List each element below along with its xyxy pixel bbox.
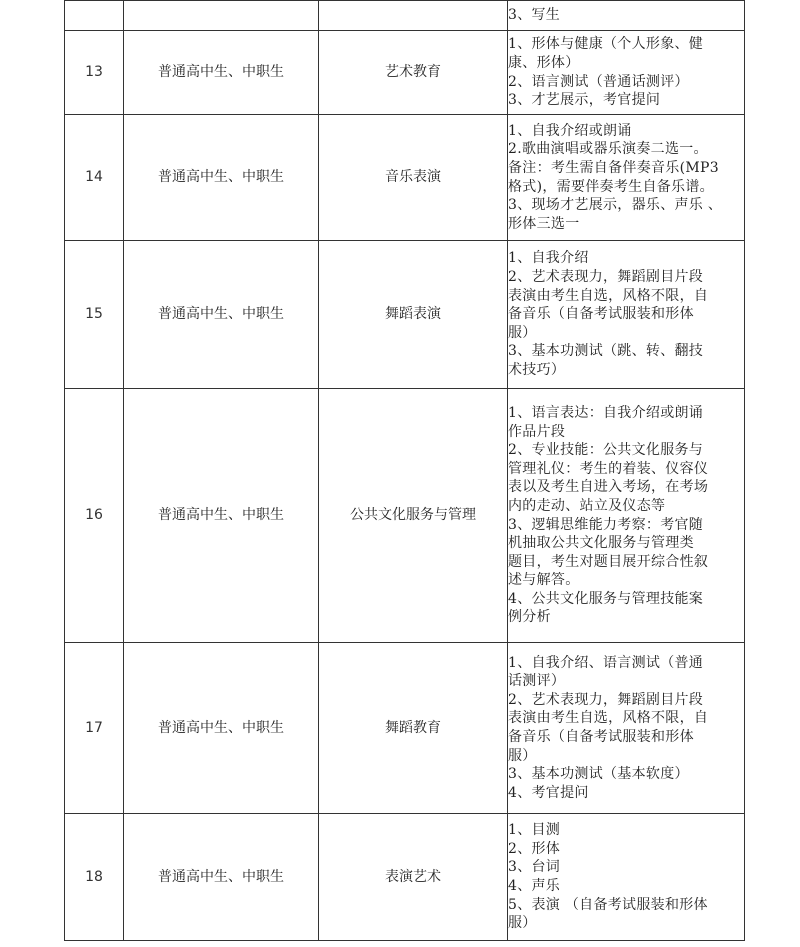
major-cell — [319, 1, 508, 31]
exam-content-cell — [508, 389, 745, 643]
exam-content-line: 4、公共文化服务与管理技能案 — [508, 590, 704, 607]
exam-content-line: 3、才艺展示，考官提问 — [508, 92, 661, 109]
row-number: 16 — [65, 389, 124, 643]
exam-content-line: 1、自我介绍或朗诵 — [508, 122, 632, 139]
student-source: 普通高中生、中职生 — [124, 389, 319, 643]
exam-content-line: 内的走动、站立及仪态等 — [508, 497, 666, 514]
table-row-continued — [65, 1, 745, 31]
major-name: 表演艺术 — [319, 814, 508, 941]
exam-content-line: 3、基本功测试（跳、转、翻技 — [508, 343, 704, 360]
exam-subject-table — [64, 0, 745, 941]
major-name: 公共文化服务与管理 — [319, 389, 508, 643]
exam-content-line: 备音乐（自备考试服装和形体 — [508, 306, 694, 323]
row-number: 14 — [65, 115, 124, 241]
exam-content-line: 1、自我介绍 — [508, 250, 589, 267]
exam-content-line: 表演由考生自选，风格不限，自 — [508, 287, 709, 304]
exam-content-cell — [508, 241, 745, 389]
student-source: 普通高中生、中职生 — [124, 814, 319, 941]
exam-content-line: 术技巧） — [508, 361, 566, 378]
row-number: 17 — [65, 643, 124, 814]
exam-content-line: 2、艺术表现力，舞蹈剧目片段 — [508, 269, 704, 286]
exam-content-line: 3、基本功测试（基本软度） — [508, 766, 689, 783]
exam-content-line: 康、形体） — [508, 54, 580, 71]
row-number: 18 — [65, 814, 124, 941]
exam-content-line: 4、声乐 — [508, 878, 561, 894]
exam-content-line: 2、艺术表现力，舞蹈剧目片段 — [508, 691, 704, 708]
exam-content-line: 机抽取公共文化服务与管理类 — [508, 535, 694, 552]
student-source: 普通高中生、中职生 — [124, 31, 319, 115]
exam-table-page — [64, 0, 740, 938]
student-source: 普通高中生、中职生 — [124, 643, 319, 814]
exam-content-line: 形体三选一 — [508, 215, 580, 232]
table-row-17 — [65, 643, 745, 814]
exam-content-line: 1、自我介绍、语言测试（普通 — [508, 654, 704, 671]
exam-content-line: 3、写生 — [508, 7, 561, 24]
exam-content-line: 4、考官提问 — [508, 784, 589, 801]
exam-content-line: 述与解答。 — [508, 572, 580, 589]
exam-content-line: 2、形体 — [508, 840, 561, 857]
exam-content-line: 备音乐（自备考试服装和形体 — [508, 729, 694, 745]
student-source: 普通高中生、中职生 — [124, 115, 319, 241]
table-row-16 — [65, 389, 745, 643]
exam-content-cell — [508, 31, 745, 115]
row-number: 15 — [65, 241, 124, 389]
exam-content-line: 格式)，需要伴奏考生自备乐谱。 — [508, 178, 714, 195]
student-source-cell — [124, 1, 319, 31]
major-name: 舞蹈表演 — [319, 241, 508, 389]
exam-content-line: 1、语言表达：自我介绍或朗诵 — [508, 404, 704, 421]
major-name: 艺术教育 — [319, 31, 508, 115]
exam-content-line: 3、现场才艺展示，器乐、声乐 、 — [508, 197, 723, 214]
exam-content-line: 5、表演 （自备考试服装和形体 — [508, 896, 708, 913]
exam-content-line: 2、语言测试（普通话测评） — [508, 73, 689, 90]
exam-content-line: 2.歌曲演唱或器乐演奏二选一。 — [508, 141, 708, 158]
exam-content-line: 2、专业技能：公共文化服务与 — [508, 442, 704, 459]
exam-content-cell — [508, 1, 745, 31]
exam-content-cell — [508, 814, 745, 941]
exam-content-line: 话测评） — [508, 673, 566, 690]
row-number: 13 — [65, 31, 124, 115]
exam-content-line: 1、形体与健康（个人形象、健 — [508, 36, 704, 53]
exam-content-cell — [508, 115, 745, 241]
exam-content-line: 作品片段 — [508, 423, 566, 440]
exam-content-line: 服） — [508, 747, 537, 764]
table-row-14 — [65, 115, 745, 241]
exam-content-line: 1、目测 — [508, 822, 561, 839]
exam-content-cell — [508, 643, 745, 814]
table-row-15 — [65, 241, 745, 389]
table-row-13 — [65, 31, 745, 115]
student-source: 普通高中生、中职生 — [124, 241, 319, 389]
exam-content-line: 3、台词 — [508, 859, 561, 876]
exam-content-line: 管理礼仪：考生的着装、仪容仪 — [508, 460, 709, 477]
exam-content-line: 例分析 — [508, 609, 551, 626]
exam-content-line: 服） — [508, 915, 537, 932]
major-name: 舞蹈教育 — [319, 643, 508, 814]
table-row-18 — [65, 814, 745, 941]
row-number-cell — [65, 1, 124, 31]
exam-content-line: 3、逻辑思维能力考察：考官随 — [508, 516, 704, 533]
exam-content-line: 服） — [508, 324, 537, 341]
exam-content-line: 备注：考生需自备伴奏音乐(MP3 — [508, 159, 719, 176]
exam-content-line: 表演由考生自选，风格不限，自 — [508, 710, 709, 727]
exam-content-line: 题目，考生对题目展开综合性叙 — [508, 553, 709, 570]
exam-content-line: 表以及考生自进入考场，在考场 — [508, 479, 709, 496]
major-name: 音乐表演 — [319, 115, 508, 241]
